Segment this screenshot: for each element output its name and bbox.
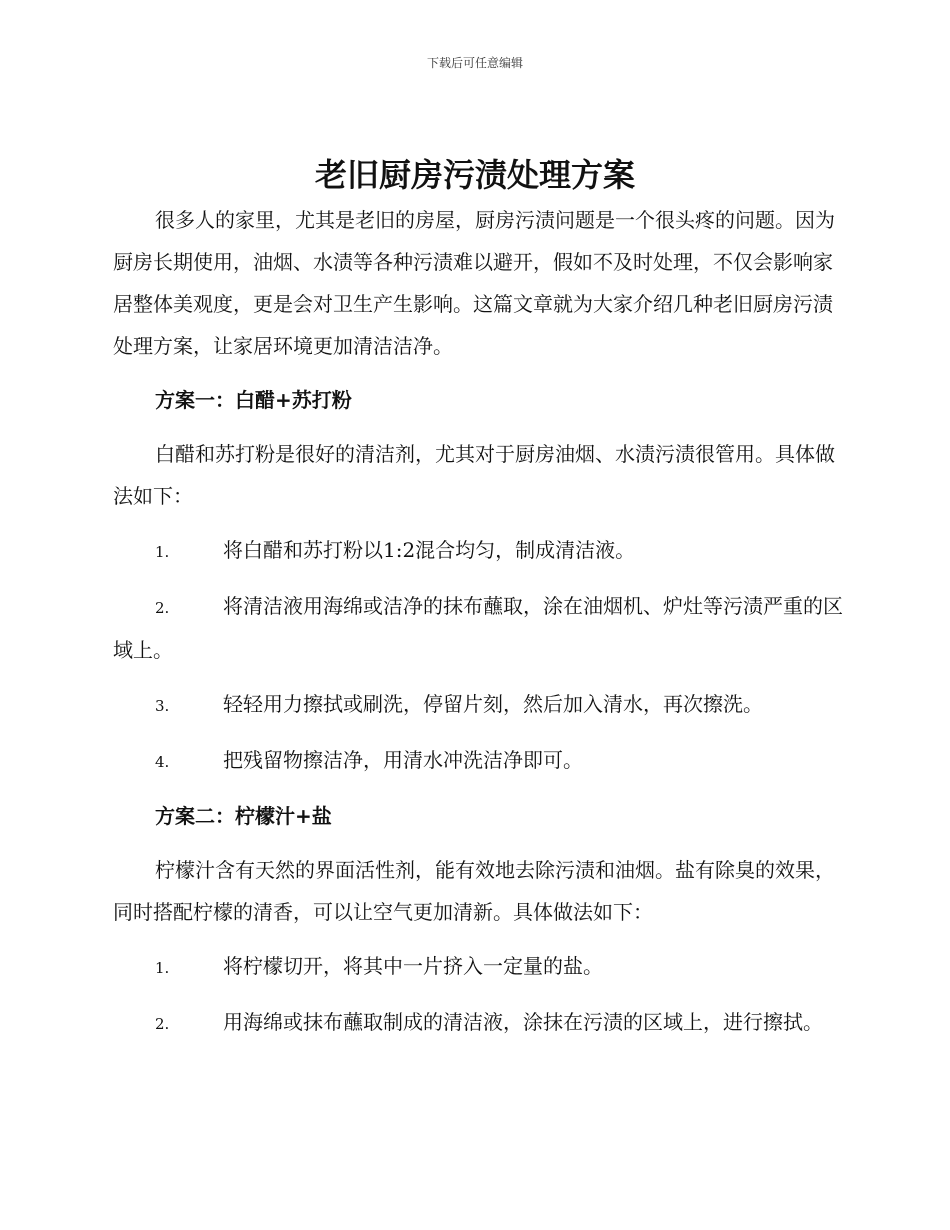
list-number: 4. (155, 753, 170, 771)
list-item (113, 1001, 843, 1045)
list-number: 1. (155, 959, 170, 977)
list-number: 3. (155, 697, 170, 715)
spacer (113, 421, 843, 433)
header-note: 下载后可任意编辑 (426, 56, 523, 70)
list-item (113, 529, 843, 573)
section-heading-1: 方案一：白醋+苏打粉 (155, 388, 352, 412)
list-text: 把残留物擦洁净，用清水冲洗洁净即可。 (223, 748, 583, 772)
spacer (113, 837, 843, 849)
list-number: 1. (155, 543, 170, 561)
list-item (113, 945, 843, 989)
list-text: 将白醋和苏打粉以1:2混合均匀，制成清洁液。 (223, 538, 636, 562)
list-text: 将清洁液用海绵或洁净的抹布蘸取，涂在油烟机、炉灶等污渍严重的区域上。 (113, 594, 843, 662)
list-item (113, 585, 843, 671)
document-title: 老旧厨房污渍处理方案 (314, 156, 635, 194)
section-heading-2: 方案二：柠檬汁+盐 (155, 804, 332, 828)
intro-paragraph: 很多人的家里，尤其是老旧的房屋，厨房污渍问题是一个很头疼的问题。因为厨房长期使用，油烟、水渍等各种污渍难以避开，假如不及时处理，不仅会影响家居整体美观度，更是会对卫生产生影响。这篇文章就为大家介绍几种老旧厨房污渍处理方案，让家居环境更加清洁洁净。 (113, 208, 835, 358)
list-number: 2. (155, 1015, 170, 1033)
list-text: 轻轻用力擦拭或刷洗，停留片刻，然后加入清水，再次擦洗。 (223, 692, 763, 716)
document-body (113, 199, 843, 1045)
section-2-description: 柠檬汁含有天然的界面活性剂，能有效地去除污渍和油烟。盐有除臭的效果，同时搭配柠檬的清香，可以让空气更加清新。具体做法如下： (113, 858, 835, 924)
list-item (113, 739, 843, 783)
list-text: 将柠檬切开，将其中一片挤入一定量的盐。 (223, 954, 603, 978)
list-text: 用海绵或抹布蘸取制成的清洁液，涂抹在污渍的区域上，进行擦拭。 (223, 1010, 823, 1034)
list-number: 2. (155, 599, 170, 617)
list-item (113, 683, 843, 727)
section-1-description: 白醋和苏打粉是很好的清洁剂，尤其对于厨房油烟、水渍污渍很管用。具体做法如下： (113, 442, 835, 508)
